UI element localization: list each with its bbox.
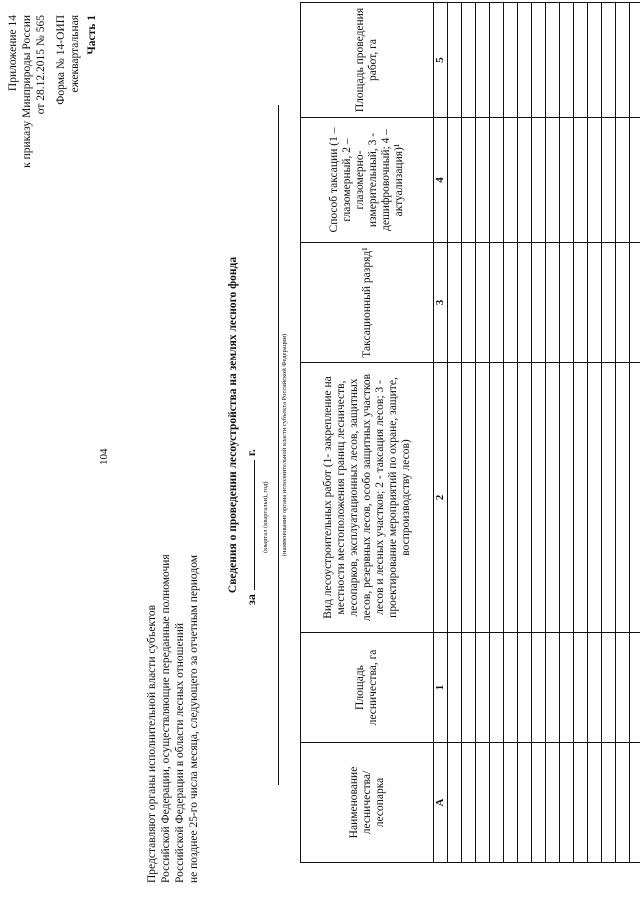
column-number: 2 [434,363,448,633]
table-cell[interactable] [574,3,588,118]
column-header: Наименование лесничества/ лесопарка [301,743,434,863]
submitters-line: Российской Федерации в области лесных отношений [174,622,186,883]
table-cell[interactable] [532,363,546,633]
appendix-line: от 28.12.2015 № 565 [35,15,47,115]
table-row [532,3,546,863]
submitters-line: Российской Федерации, осуществляющие переданные полномочия [160,554,172,883]
column-header: Таксационный разряд¹ [301,243,434,363]
table-cell[interactable] [630,363,640,633]
column-header: Вид лесоустроительных работ (1- закрепление на местности местоположения границ лесничеств, лесопарков, эксплуатационных лесов, защитных лесов, резервных лесов, особо защитных участков лесов и лесных участков; 2 - таксация лесов; 3 - проектирование мероприятий по охране, защите, воспроизводству лесов) [301,363,434,633]
table-cell[interactable] [532,743,546,863]
table-cell[interactable] [476,363,490,633]
period-fill-line[interactable] [244,460,255,590]
table-cell[interactable] [532,3,546,118]
table-cell[interactable] [462,743,476,863]
table-cell[interactable] [462,118,476,243]
table-cell[interactable] [560,363,574,633]
table-cell[interactable] [616,363,630,633]
table-row [448,3,462,863]
table-cell[interactable] [518,3,532,118]
region-fill-line[interactable] [278,105,279,785]
table-cell[interactable] [504,118,518,243]
table-cell[interactable] [630,3,640,118]
column-header: Способ таксации (1 – глазомерный, 2 – глазомерно-измерительный, 3 - дешифровочный; 4 – актуализация)¹ [301,118,434,243]
table-cell[interactable] [490,633,504,743]
table-cell[interactable] [602,3,616,118]
table-body [301,3,640,863]
submitters-line: Представляют органы исполнительной власти субъектов [146,605,158,883]
table-cell[interactable] [588,243,602,363]
table-row [616,3,630,863]
submitters-block [145,554,201,883]
table-cell[interactable] [602,363,616,633]
table-row [504,3,518,863]
table-cell[interactable] [462,3,476,118]
table-cell[interactable] [574,743,588,863]
table-cell[interactable] [560,743,574,863]
table-cell[interactable] [490,243,504,363]
table-cell[interactable] [616,743,630,863]
form-name-block [54,15,82,105]
table-cell[interactable] [546,363,560,633]
column-number: 5 [434,3,448,118]
table-cell[interactable] [602,243,616,363]
form-name: Форма № 14-ОИП [55,15,67,105]
table-cell[interactable] [588,743,602,863]
table-cell[interactable] [532,633,546,743]
table-cell[interactable] [490,743,504,863]
table-cell[interactable] [588,118,602,243]
table-cell[interactable] [574,633,588,743]
appendix-line: к приказу Минприроды России [21,15,33,168]
table-row [630,3,640,863]
table-row [546,3,560,863]
table-row [476,3,490,863]
table-cell[interactable] [532,243,546,363]
table-row [490,3,504,863]
column-number: 1 [434,633,448,743]
table-cell[interactable] [574,118,588,243]
table-cell[interactable] [476,243,490,363]
appendix-line: Приложение 14 [7,15,19,92]
table-cell[interactable] [504,363,518,633]
period-hint: (квартал (квартальн), год) [262,481,269,553]
table-cell[interactable] [504,243,518,363]
part-label: Часть 1 [86,15,98,55]
table-cell[interactable] [462,243,476,363]
table-cell[interactable] [518,363,532,633]
table-cell[interactable] [560,633,574,743]
column-number-row [434,3,448,863]
table-cell[interactable] [476,633,490,743]
table-cell[interactable] [476,743,490,863]
table-cell[interactable] [518,743,532,863]
table-row [602,3,616,863]
table-cell[interactable] [490,3,504,118]
period-row [244,449,259,605]
table-cell[interactable] [574,243,588,363]
column-number: 4 [434,118,448,243]
column-header: Площадь проведения работ, га [301,3,434,118]
table-row [518,3,532,863]
table-cell[interactable] [588,363,602,633]
table-cell[interactable] [476,118,490,243]
page-number: 104 [98,448,110,465]
column-header: Площадь лесничества, га [301,633,434,743]
form-frequency: ежеквартальная [69,15,81,93]
table-cell[interactable] [588,633,602,743]
period-prefix: за [244,594,258,605]
table-cell[interactable] [588,3,602,118]
region-hint: (наименование органа исполнительной власти субъекта Российской Федерации) [281,333,288,557]
table-cell[interactable] [630,243,640,363]
appendix-header [6,15,48,168]
table-cell[interactable] [546,743,560,863]
table-row [462,3,476,863]
table-cell[interactable] [490,118,504,243]
table-cell[interactable] [448,243,462,363]
table-cell[interactable] [560,3,574,118]
table-row [574,3,588,863]
submitters-line: не позднее 25-го числа месяца, следующего за отчетным периодом [188,554,200,883]
table-cell[interactable] [602,743,616,863]
table-cell[interactable] [448,118,462,243]
column-number: А [434,743,448,863]
table-cell[interactable] [616,633,630,743]
data-table [300,2,640,863]
table-cell[interactable] [616,118,630,243]
table-cell[interactable] [476,3,490,118]
table-cell[interactable] [602,633,616,743]
table-cell[interactable] [630,633,640,743]
table-cell[interactable] [602,118,616,243]
table-cell[interactable] [504,3,518,118]
header-row [301,3,434,863]
table-cell[interactable] [630,118,640,243]
table-cell[interactable] [546,3,560,118]
document-title: Сведения о проведении лесоустройства на землях лесного фонда [227,256,239,594]
table-cell[interactable] [616,243,630,363]
table-cell[interactable] [490,363,504,633]
table-row [560,3,574,863]
table-cell[interactable] [462,363,476,633]
table-cell[interactable] [504,743,518,863]
table-cell[interactable] [546,633,560,743]
table-cell[interactable] [560,118,574,243]
table-row [588,3,602,863]
table-cell[interactable] [560,243,574,363]
table-cell[interactable] [448,743,462,863]
table-cell[interactable] [518,633,532,743]
table-cell[interactable] [448,3,462,118]
period-suffix: г. [244,449,258,457]
table-cell[interactable] [546,243,560,363]
table-cell[interactable] [574,363,588,633]
table-cell[interactable] [462,633,476,743]
table-cell[interactable] [518,243,532,363]
table-cell[interactable] [616,3,630,118]
column-number: 3 [434,243,448,363]
table-cell[interactable] [630,743,640,863]
table-cell[interactable] [504,633,518,743]
table-cell[interactable] [546,118,560,243]
table-cell[interactable] [532,118,546,243]
table-cell[interactable] [518,118,532,243]
table-cell[interactable] [448,363,462,633]
table-cell[interactable] [448,633,462,743]
